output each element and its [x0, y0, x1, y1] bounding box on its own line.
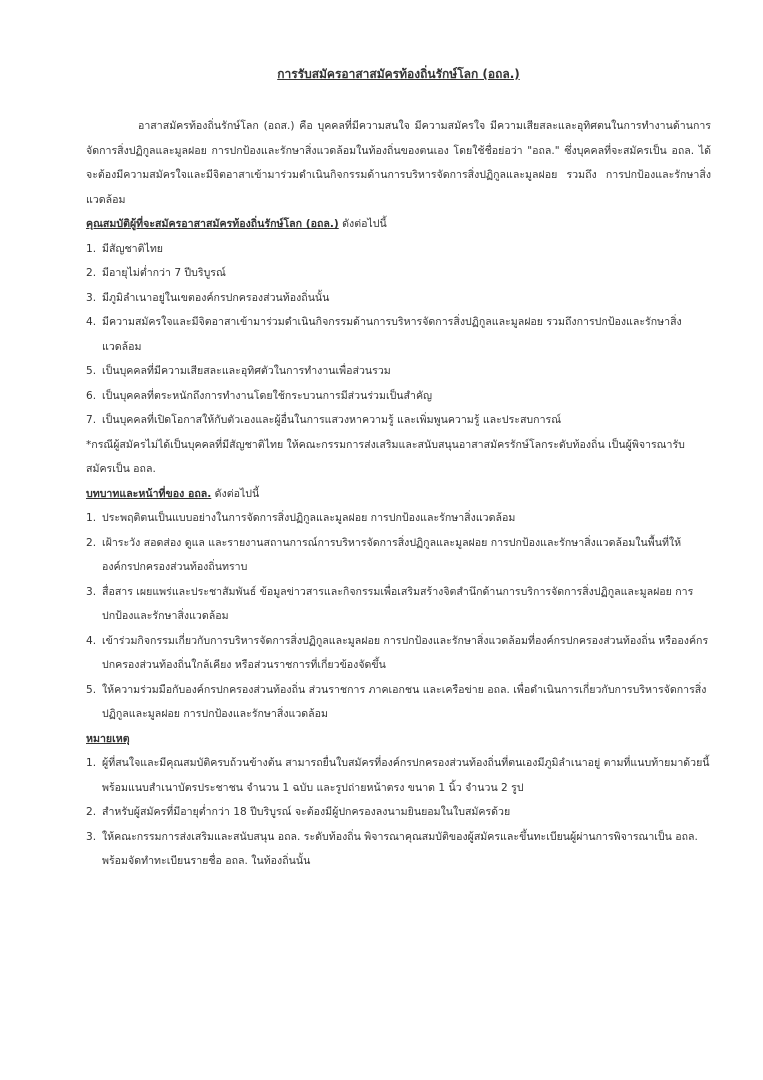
list-item-number: 7.: [86, 414, 97, 426]
list-item-number: 2.: [86, 267, 97, 279]
list-item: [86, 800, 711, 825]
list-item: [86, 506, 711, 531]
list-item-number: 2.: [86, 806, 97, 818]
list-item-number: 3.: [86, 830, 97, 843]
qualifications-heading: คุณสมบัติผู้ที่จะสมัครอาสาสมัครท้องถิ่นรักษ์โลก (อถล.): [86, 218, 339, 230]
list-item: [86, 531, 711, 580]
duties-heading-line: [86, 482, 711, 507]
duties-heading-suffix: ดังต่อไปนี้: [214, 487, 260, 500]
list-item-text: เฝ้าระวัง สอดส่อง ดูแล และรายงานสถานการณ์การบริหารจัดการสิ่งปฏิกูลและมูลฝอย การปกป้องและรักษาสิ่งแวดล้อมในพื้นที่ให้องค์กรปกครองส่วนท้องถิ่นทราบ: [102, 536, 682, 573]
list-item: [86, 384, 711, 409]
list-item-text: ให้คณะกรรมการส่งเสริมและสนับสนุน อถล. ระดับท้องถิ่น พิจารณาคุณสมบัติของผู้สมัครและขึ้นทะเบียนผู้ผ่านการพิจารณาเป็น อถล. พร้อมจัดทำทะเบียนรายชื่อ อถล. ในท้องถิ่นนั้น: [102, 830, 698, 867]
list-item-text: ให้ความร่วมมือกับองค์กรปกครองส่วนท้องถิ่น ส่วนราชการ ภาคเอกชน และเครือข่าย อถล. เพื่อดำเนินการเกี่ยวกับการบริหารจัดการสิ่งปฏิกูลและมูลฝอย การปกป้องและรักษาสิ่งแวดล้อม: [102, 683, 707, 720]
list-item-text: มีอายุไม่ต่ำกว่า 7 ปีบริบูรณ์: [102, 267, 226, 279]
duties-heading: บทบาทและหน้าที่ของ อถล.: [86, 487, 212, 500]
list-item-text: เข้าร่วมกิจกรรมเกี่ยวกับการบริหารจัดการสิ่งปฏิกูลและมูลฝอย การปกป้องและรักษาสิ่งแวดล้อมที่องค์กรปกครองส่วนท้องถิ่น หรือองค์กรปกครองส่วนท้องถิ่นใกล้เคียง หรือส่วนราชการที่เกี่ยวข้องจัดขึ้น: [102, 634, 709, 671]
list-item-number: 5.: [86, 365, 97, 377]
list-item-number: 6.: [86, 389, 97, 402]
list-item-text: เป็นบุคคลที่เปิดโอกาสให้กับตัวเองและผู้อื่นในการแสวงหาความรู้ และเพิ่มพูนความรู้ และประสบการณ์: [102, 414, 562, 426]
qualifications-heading-suffix: ดังต่อไปนี้: [342, 218, 387, 230]
list-item: [86, 751, 711, 800]
list-item: [86, 580, 711, 629]
qualifications-list: [86, 237, 711, 433]
list-item: [86, 629, 711, 678]
list-item-number: 4.: [86, 316, 97, 328]
list-item: [86, 261, 711, 286]
list-item-text: สื่อสาร เผยแพร่และประชาสัมพันธ์ ข้อมูลข่าวสารและกิจกรรมเพื่อเสริมสร้างจิตสำนึกด้านการบริการจัดการสิ่งปฏิกูลและมูลฝอย การปกป้องและรักษาสิ่งแวดล้อม: [102, 585, 694, 622]
list-item: [86, 237, 711, 262]
list-item-number: 2.: [86, 536, 97, 549]
list-item-number: 3.: [86, 291, 97, 304]
list-item: [86, 825, 711, 874]
duties-list: [86, 506, 711, 727]
list-item-text: มีความสมัครใจและมีจิตอาสาเข้ามาร่วมดำเนินกิจกรรมด้านการบริหารจัดการสิ่งปฏิกูลและมูลฝอย รวมถึงการปกป้องและรักษาสิ่งแวดล้อม: [102, 316, 682, 353]
list-item-text: เป็นบุคคลที่มีความเสียสละและอุทิศตัวในการทำงานเพื่อส่วนรวม: [102, 365, 391, 377]
notes-list: [86, 751, 711, 874]
qualifications-note: *กรณีผู้สมัครไม่ได้เป็นบุคคลที่มีสัญชาติไทย ให้คณะกรรมการส่งเสริมและสนับสนุนอาสาสมัครรักษ์โลกระดับท้องถิ่น เป็นผู้พิจารณารับสมัครเป็น อถล.: [86, 438, 685, 475]
list-item-text: สำหรับผู้สมัครที่มีอายุต่ำกว่า 18 ปีบริบูรณ์ จะต้องมีผู้ปกครองลงนามยินยอมในใบสมัครด้วย: [102, 806, 511, 818]
intro-paragraph: อาสาสมัครท้องถิ่นรักษ์โลก (อถส.) คือ บุคคลที่มีความสนใจ มีความสมัครใจ มีความเสียสละและอุทิศตนในการทำงานด้านการจัดการสิ่งปฏิกูลและมูลฝอย การปกป้องและรักษาสิ่งแวดล้อมในท้องถิ่นของตนเอง โดยใช้ชื่อย่อว่า "อถล." ซึ่งบุคคลที่จะสมัครเป็น อถล. ได้จะต้องมีความสมัครใจและมีจิตอาสาเข้ามาร่วมดำเนินกิจกรรมด้านการบริหารจัดการสิ่งปฏิกูลและมูลฝอย รวมถึง การปกป้องและรักษาสิ่งแวดล้อม: [86, 120, 711, 206]
list-item-text: เป็นบุคคลที่ตระหนักถึงการทำงานโดยใช้กระบวนการมีส่วนร่วมเป็นสำคัญ: [102, 389, 433, 402]
list-item-text: ผู้ที่สนใจและมีคุณสมบัติครบถ้วนข้างต้น สามารถยื่นใบสมัครที่องค์กรปกครองส่วนท้องถิ่นที่ตนเองมีภูมิลำเนาอยู่ ตามที่แนบท้ายมาด้วยนี้ พร้อมแนบสำเนาบัตรประชาชน จำนวน 1 ฉบับ และรูปถ่ายหน้าตรง ขนาด 1 นิ้ว จำนวน 2 รูป: [102, 757, 710, 794]
list-item: [86, 310, 711, 359]
list-item-text: มีภูมิลำเนาอยู่ในเขตองค์กรปกครองส่วนท้องถิ่นนั้น: [102, 291, 330, 304]
list-item-number: 1.: [86, 242, 97, 255]
list-item-text: มีสัญชาติไทย: [102, 242, 164, 255]
list-item: [86, 678, 711, 727]
qualifications-heading-line: [86, 212, 711, 237]
notes-heading: หมายเหตุ: [86, 732, 130, 745]
document-title: การรับสมัครอาสาสมัครท้องถิ่นรักษ์โลก (อถล.): [277, 67, 520, 81]
list-item-number: 1.: [86, 757, 97, 769]
list-item-number: 3.: [86, 585, 97, 598]
list-item: [86, 359, 711, 384]
list-item-number: 5.: [86, 683, 97, 696]
list-item: [86, 408, 711, 433]
list-item-number: 4.: [86, 634, 97, 647]
list-item: [86, 286, 711, 311]
list-item-text: ประพฤติตนเป็นแบบอย่างในการจัดการสิ่งปฏิกูลและมูลฝอย การปกป้องและรักษาสิ่งแวดล้อม: [102, 512, 516, 524]
list-item-number: 1.: [86, 512, 97, 524]
